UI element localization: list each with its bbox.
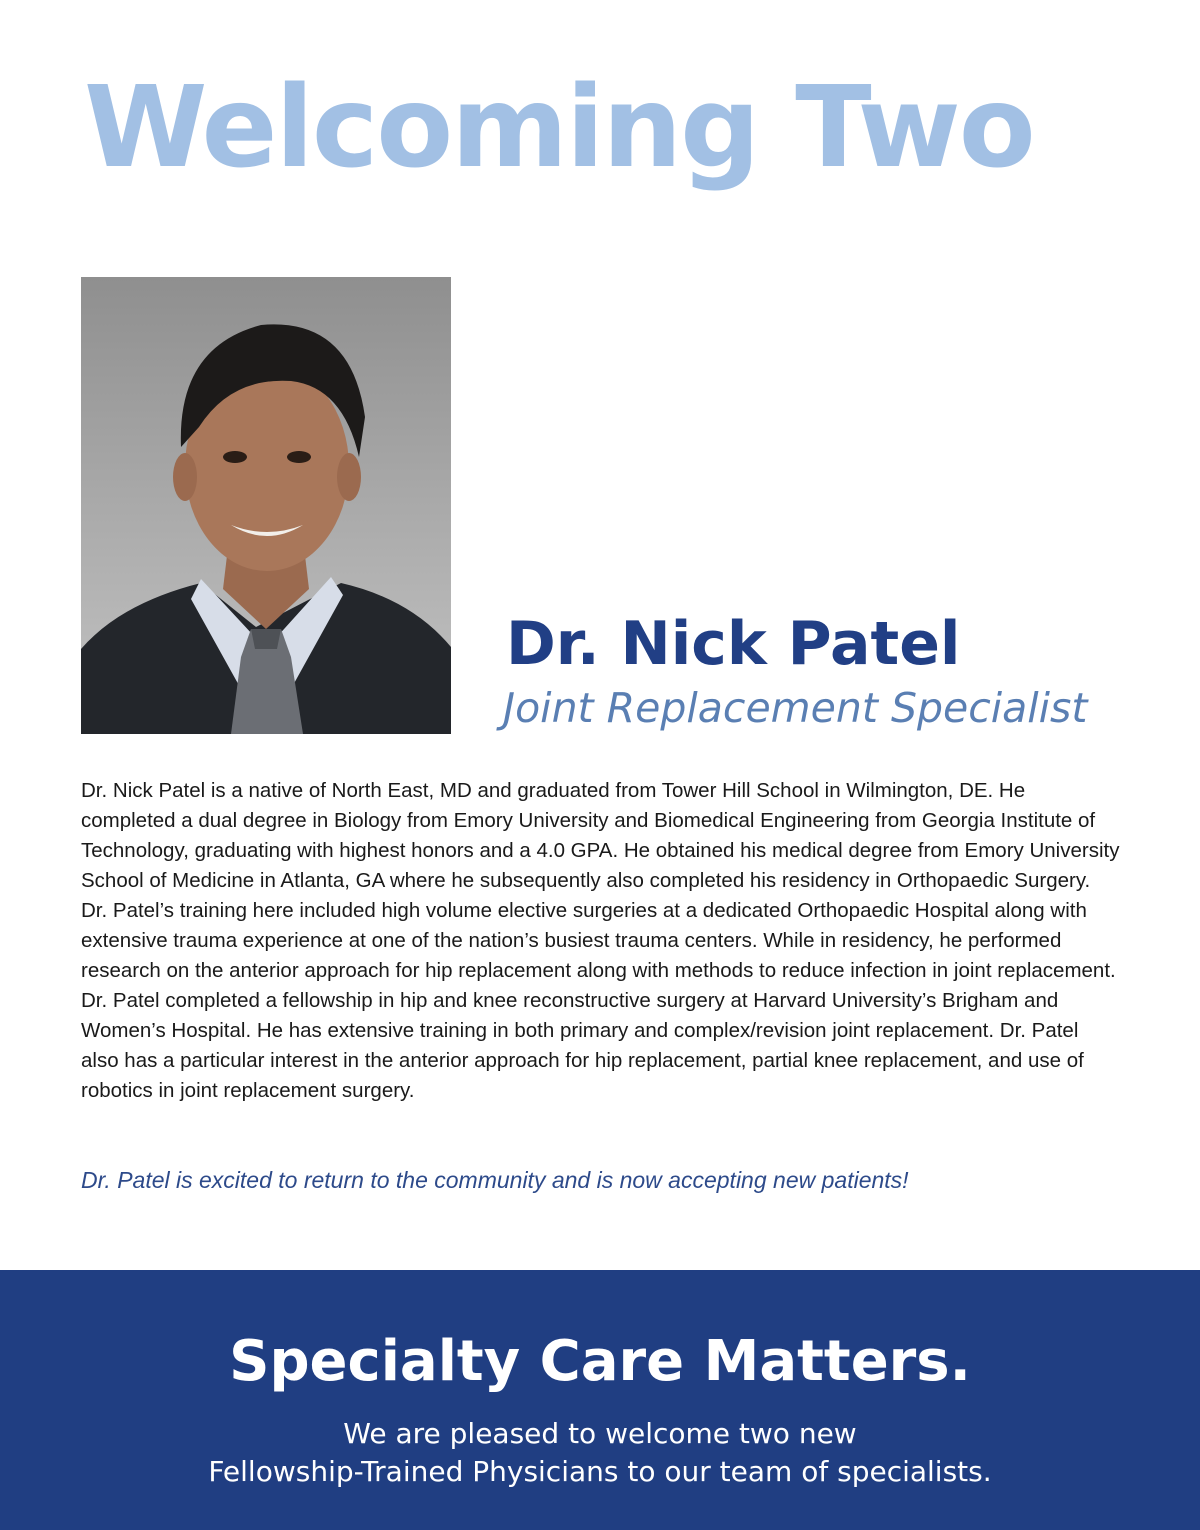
doctor-name: Dr. Nick Patel — [506, 609, 961, 679]
portrait-photo-icon — [81, 277, 451, 734]
headline: Welcoming Two — [84, 63, 1034, 193]
doctor-photo — [81, 277, 451, 734]
footer-title: Specialty Care Matters. — [229, 1329, 971, 1394]
accepting-patients-note: Dr. Patel is excited to return to the community and is now accepting new patients! — [81, 1167, 909, 1193]
doctor-title: Joint Replacement Specialist — [503, 684, 1088, 732]
footer-line-2: Fellowship-Trained Physicians to our team of specialists. — [208, 1455, 992, 1488]
footer-line-1: We are pleased to welcome two new — [343, 1417, 857, 1450]
footer-banner — [0, 1270, 1200, 1530]
doctor-bio: Dr. Nick Patel is a native of North East, MD and graduated from Tower Hill School in Wilmington, DE. He completed a dual degree in Biology from Emory University and Biomedical Engineering from Georgia Institute of Technology, graduating with highest honors and a 4.0 GPA. He obtained his medical degree from Emory University School of Medicine in Atlanta, GA where he subsequently also completed his residency in Orthopaedic Surgery. Dr. Patel’s training here included high volume elective surgeries at a dedicated Orthopaedic Hospital along with extensive trauma experience at one of the nation’s busiest trauma centers. While in residency, he performed research on the anterior approach for hip replacement along with methods to reduce infection in joint replacement. Dr. Patel completed a fellowship in hip and knee reconstructive surgery at Harvard University’s Brigham and Women’s Hospital. He has extensive training in both primary and complex/revision joint replacement. Dr. Patel also has a particular interest in the anterior approach for hip replacement, partial knee replacement, and use of robotics in joint replacement surgery. — [81, 779, 1120, 1102]
